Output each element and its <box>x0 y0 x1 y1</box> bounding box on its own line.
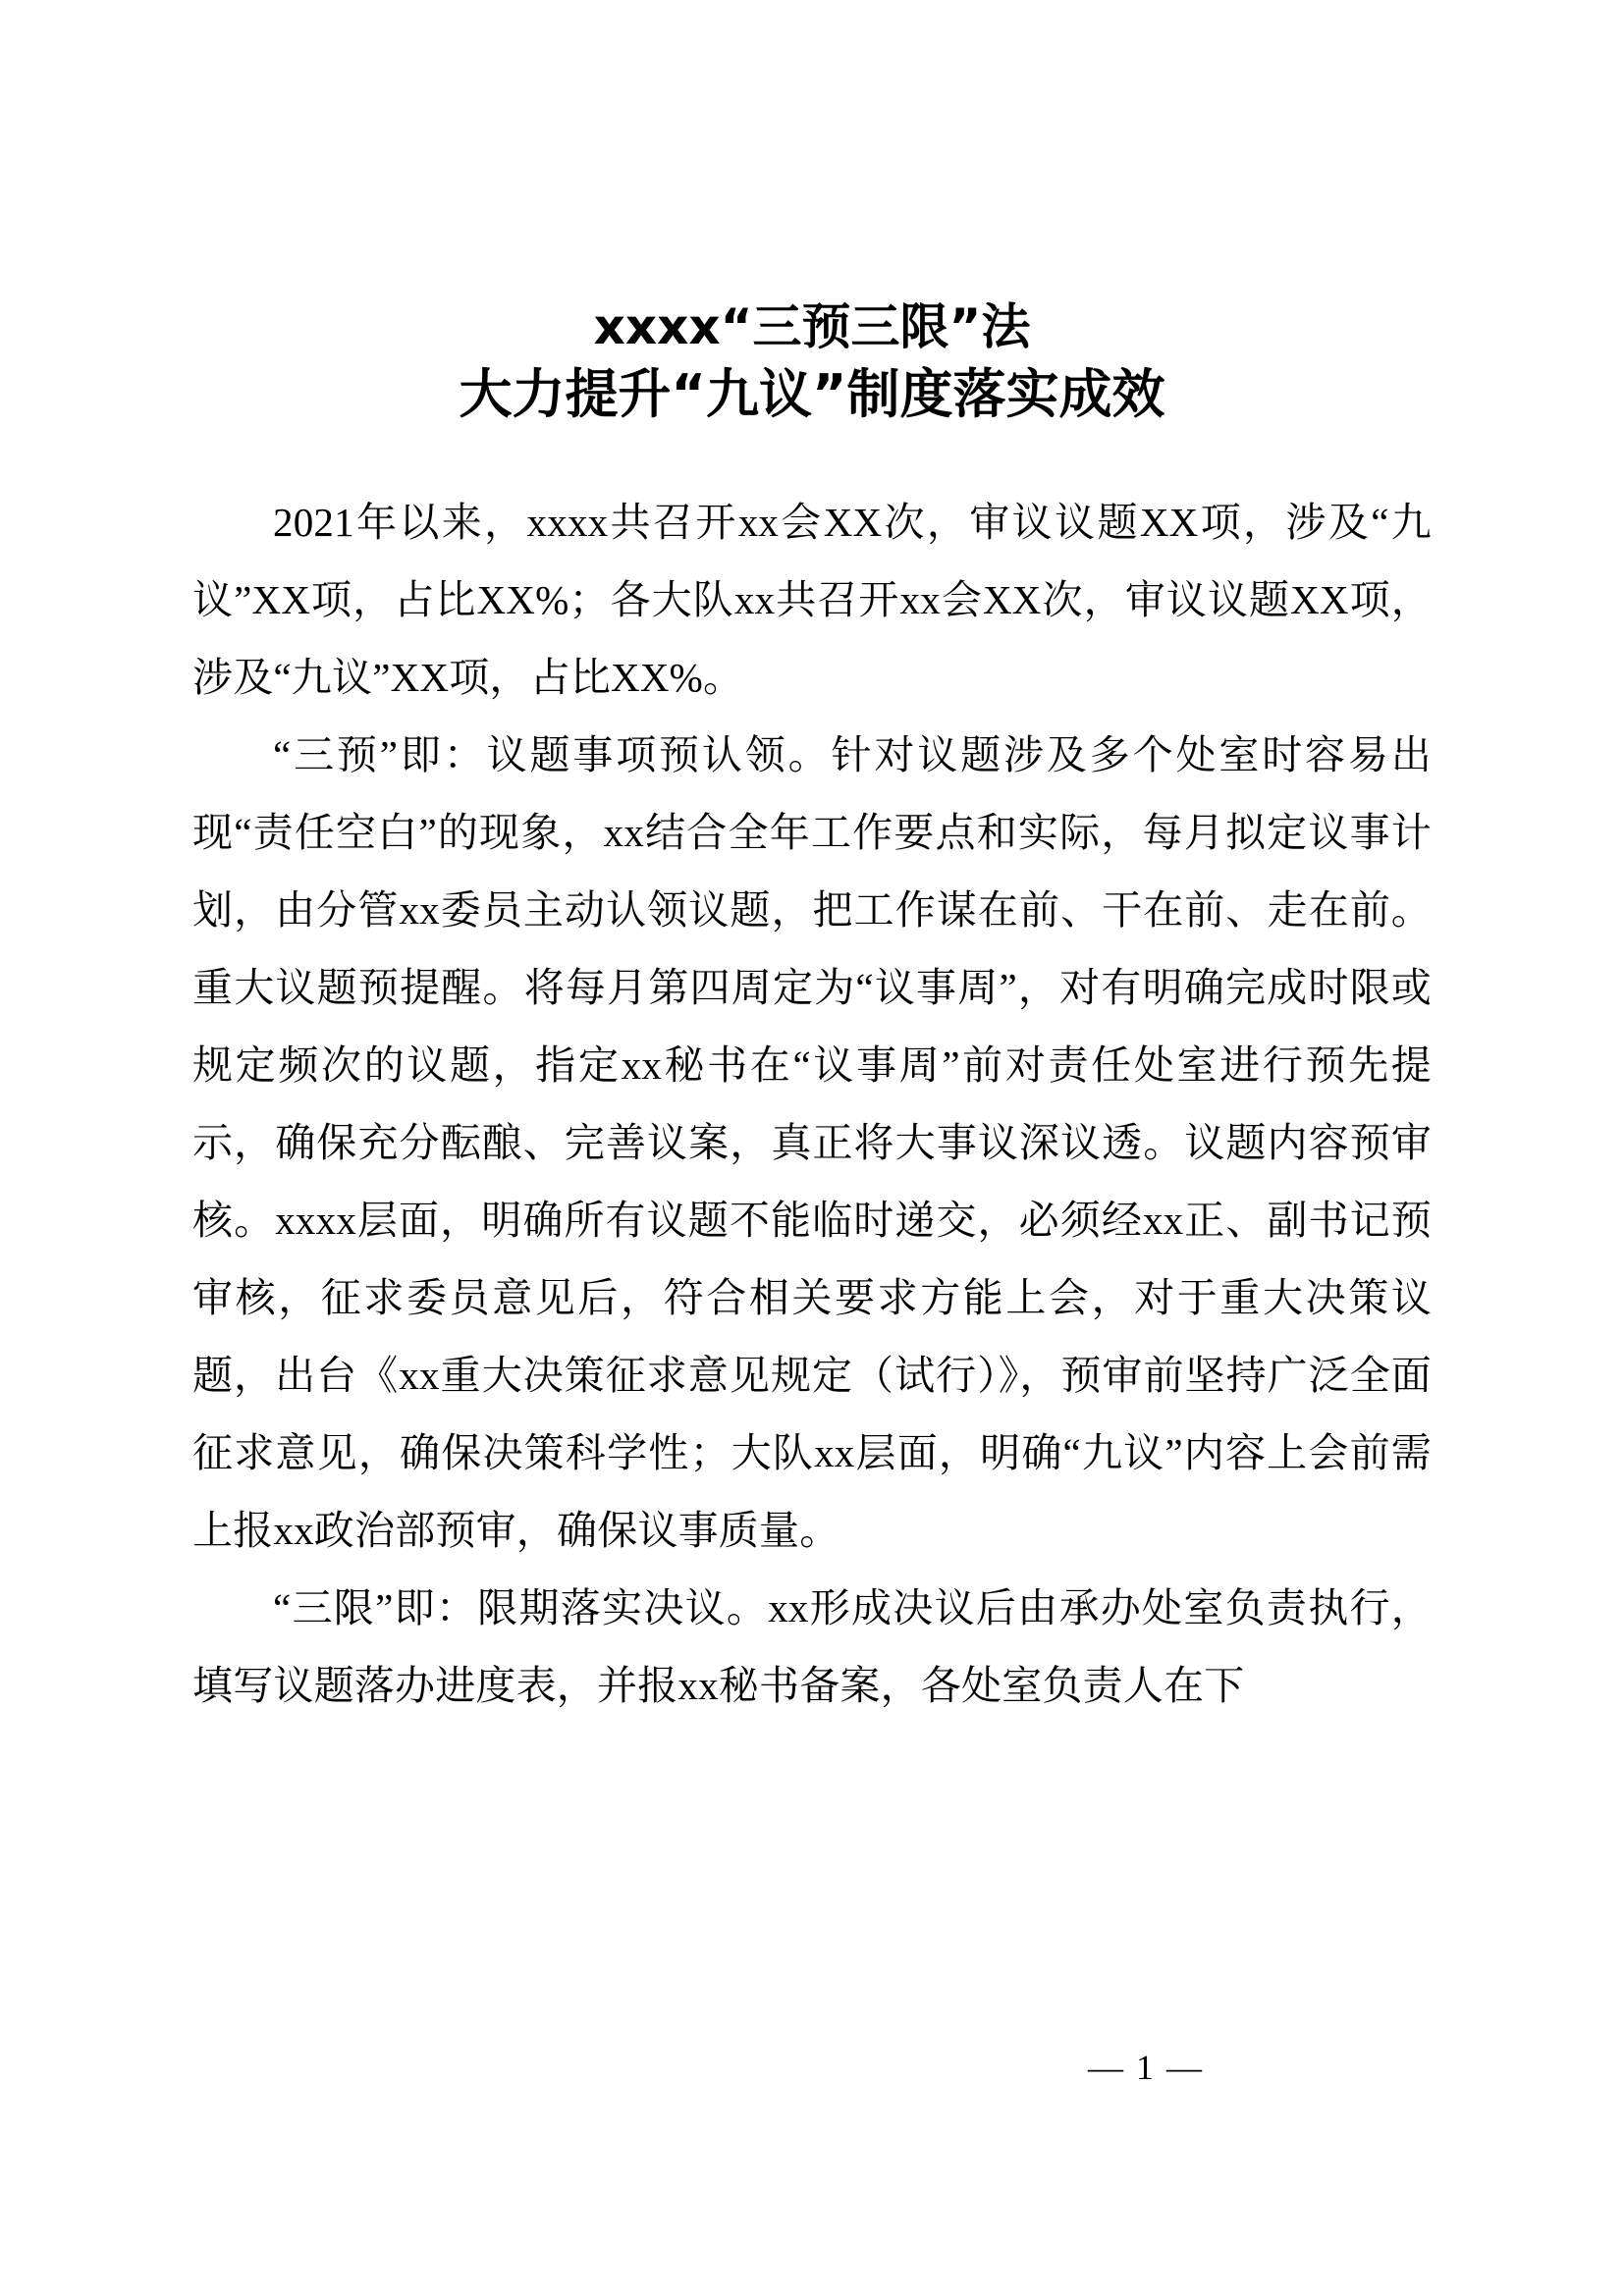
document-body <box>192 484 1432 1725</box>
body-paragraph-2: “三预”即：议题事项预认领。针对议题涉及多个处室时容易出现“责任空白”的现象，xx结合全年工作要点和实际，每月拟定议事计划，由分管xx委员主动认领议题，把工作谋在前、干在前、走在前。重大议题预提醒。将每月第四周定为“议事周”，对有明确完成时限或规定频次的议题，指定xx秘书在“议事周”前对责任处室进行预先提示，确保充分酝酿、完善议案，真正将大事议深议透。议题内容预审核。xxxx层面，明确所有议题不能临时递交，必须经xx正、副书记预审核，征求委员意见后，符合相关要求方能上会，对于重大决策议题，出台《xx重大决策征求意见规定（试行）》，预审前坚持广泛全面征求意见，确保决策科学性；大队xx层面，明确“九议”内容上会前需上报xx政治部预审，确保议事质量。 <box>192 732 1432 1554</box>
body-paragraph-3: “三限”即：限期落实决议。xx形成决议后由承办处室负责执行，填写议题落办进度表，并报xx秘书备案，各处室负责人在下 <box>192 1585 1432 1709</box>
page-title <box>192 0 1432 429</box>
title-line-1: xxxx“三预三限”法 <box>593 298 1031 355</box>
body-paragraph-1: 2021年以来，xxxx共召开xx会XX次，审议议题XX项，涉及“九议”XX项，占比XX%；各大队xx共召开xx会XX次，审议议题XX项，涉及“九议”XX项，占比XX%。 <box>192 500 1432 701</box>
page-footer <box>0 2047 1239 2088</box>
page-content <box>192 0 1432 2296</box>
page-number: — 1 — <box>1088 2048 1204 2087</box>
title-line-2: 大力提升“九议”制度落实成效 <box>459 363 1165 425</box>
